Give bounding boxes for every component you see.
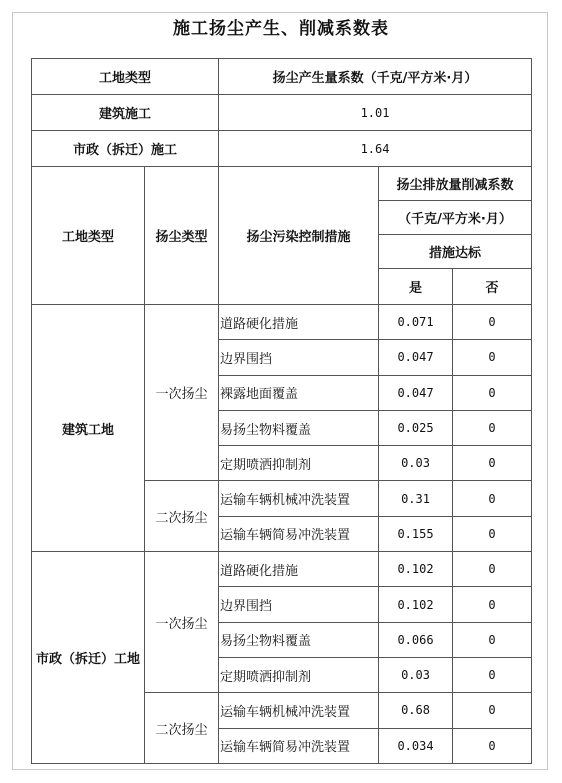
yes-value-cell: 0.155 bbox=[379, 516, 453, 551]
yes-value-cell: 0.68 bbox=[379, 693, 453, 728]
yes-value-cell: 0.03 bbox=[379, 657, 453, 692]
header-dust-type: 扬尘类型 bbox=[145, 167, 219, 305]
yes-value-cell: 0.071 bbox=[379, 305, 453, 340]
no-value-cell: 0 bbox=[453, 552, 532, 587]
no-value-cell: 0 bbox=[453, 446, 532, 481]
header-control-measure: 扬尘污染控制措施 bbox=[219, 167, 379, 305]
yes-value-cell: 0.102 bbox=[379, 587, 453, 622]
yes-value-cell: 0.102 bbox=[379, 552, 453, 587]
site-type-cell: 市政（拆迁）工地 bbox=[32, 552, 145, 764]
no-value-cell: 0 bbox=[453, 516, 532, 551]
no-value-cell: 0 bbox=[453, 587, 532, 622]
no-value-cell: 0 bbox=[453, 305, 532, 340]
no-value-cell: 0 bbox=[453, 657, 532, 692]
yes-value-cell: 0.066 bbox=[379, 622, 453, 657]
table-row bbox=[32, 552, 532, 587]
coefficient-table bbox=[31, 58, 532, 764]
header-reduction-unit: （千克/平方米·月） bbox=[379, 201, 532, 235]
measure-cell: 边界围挡 bbox=[219, 340, 379, 375]
measure-cell: 运输车辆机械冲洗装置 bbox=[219, 693, 379, 728]
no-value-cell: 0 bbox=[453, 622, 532, 657]
measure-cell: 运输车辆简易冲洗装置 bbox=[219, 728, 379, 763]
yes-value-cell: 0.03 bbox=[379, 446, 453, 481]
header-generation-coefficient: 扬尘产生量系数（千克/平方米·月） bbox=[219, 59, 532, 95]
measure-cell: 易扬尘物料覆盖 bbox=[219, 410, 379, 445]
no-value-cell: 0 bbox=[453, 693, 532, 728]
no-value-cell: 0 bbox=[453, 375, 532, 410]
gen-label-construction: 建筑施工 bbox=[32, 95, 219, 131]
no-value-cell: 0 bbox=[453, 728, 532, 763]
measure-cell: 运输车辆简易冲洗装置 bbox=[219, 516, 379, 551]
gen-label-municipal: 市政（拆迁）施工 bbox=[32, 131, 219, 167]
yes-value-cell: 0.31 bbox=[379, 481, 453, 516]
no-value-cell: 0 bbox=[453, 340, 532, 375]
table-title: 施工扬尘产生、削减系数表 bbox=[173, 19, 389, 39]
dust-type-cell: 二次扬尘 bbox=[145, 481, 219, 552]
gen-value-municipal: 1.64 bbox=[219, 131, 532, 167]
measure-cell: 运输车辆机械冲洗装置 bbox=[219, 481, 379, 516]
measure-cell: 裸露地面覆盖 bbox=[219, 375, 379, 410]
no-value-cell: 0 bbox=[453, 410, 532, 445]
dust-type-cell: 一次扬尘 bbox=[145, 305, 219, 481]
gen-value-construction: 1.01 bbox=[219, 95, 532, 131]
header-reduction-coefficient: 扬尘排放量削减系数 bbox=[379, 167, 532, 201]
measure-cell: 道路硬化措施 bbox=[219, 305, 379, 340]
header-site-type: 工地类型 bbox=[32, 59, 219, 95]
dust-type-cell: 二次扬尘 bbox=[145, 693, 219, 764]
measure-cell: 定期喷洒抑制剂 bbox=[219, 446, 379, 481]
site-type-cell: 建筑工地 bbox=[32, 305, 145, 552]
measure-cell: 定期喷洒抑制剂 bbox=[219, 657, 379, 692]
measure-cell: 道路硬化措施 bbox=[219, 552, 379, 587]
table-row bbox=[32, 305, 532, 340]
measure-cell: 易扬尘物料覆盖 bbox=[219, 622, 379, 657]
no-value-cell: 0 bbox=[453, 481, 532, 516]
header-site-type-2: 工地类型 bbox=[32, 167, 145, 305]
yes-value-cell: 0.034 bbox=[379, 728, 453, 763]
yes-value-cell: 0.047 bbox=[379, 375, 453, 410]
header-no: 否 bbox=[453, 269, 532, 305]
dust-type-cell: 一次扬尘 bbox=[145, 552, 219, 693]
header-measure-standard: 措施达标 bbox=[379, 235, 532, 269]
yes-value-cell: 0.047 bbox=[379, 340, 453, 375]
yes-value-cell: 0.025 bbox=[379, 410, 453, 445]
header-yes: 是 bbox=[379, 269, 453, 305]
measure-cell: 边界围挡 bbox=[219, 587, 379, 622]
